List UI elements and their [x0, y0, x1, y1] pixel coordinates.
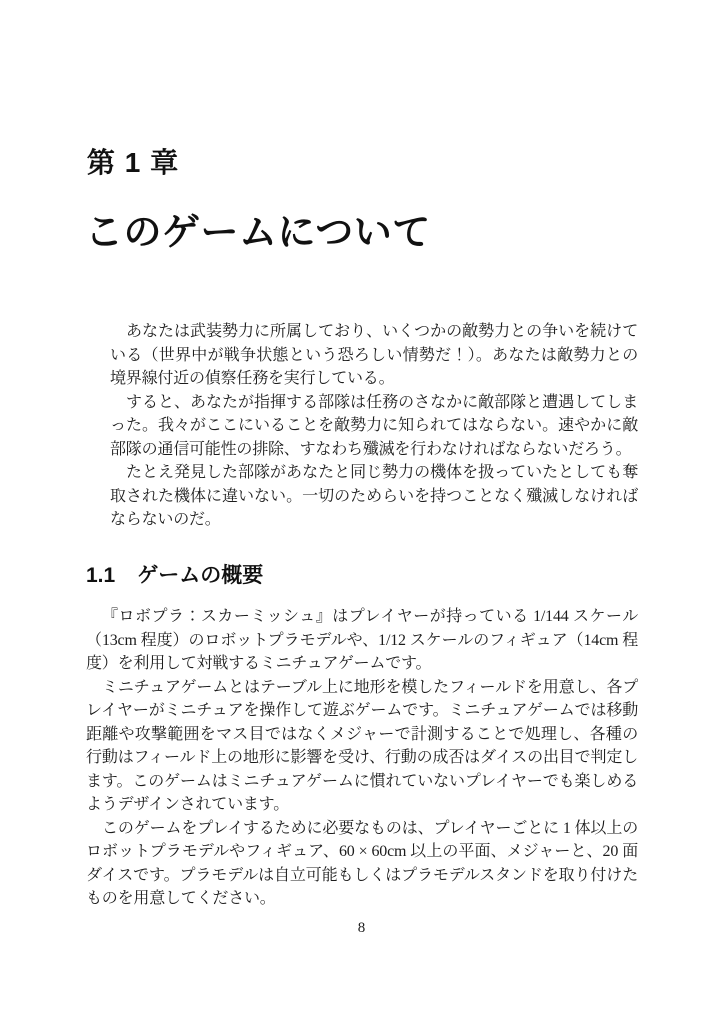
section-heading [86, 563, 263, 588]
section-paragraph-2: ミニチュアゲームとはテーブル上に地形を模したフィールドを用意し、各プレイヤーがミニチュアを操作して遊ぶゲームです。ミニチュアゲームでは移動距離や攻撃範囲をマス目ではなくメジャーで計測することで処理し、各種の行動はフィールド上の地形に影響を受け、行動の成否はダイスの出目で判定します。このゲームはミニチュアゲームに慣れていないプレイヤーでも楽しめるようデザインされています。 [86, 678, 638, 813]
intro-paragraph-2: すると、あなたが指揮する部隊は任務のさなかに敵部隊と遭遇してしまった。我々がここにいることを敵勢力に知られてはならない。速やかに敵部隊の通信可能性の排除、すなわち殲滅を行わなければならないだろう。 [110, 393, 638, 458]
page-number: 8 [357, 920, 366, 936]
chapter-number: 第 1 章 [87, 147, 180, 178]
chapter-title: このゲームについて [85, 212, 431, 254]
section-number: 1.1 [86, 564, 116, 587]
section-paragraph-1: 『ロボプラ：スカーミッシュ』はプレイヤーが持っている 1/144 スケール（13cm 程度）のロボットプラモデルや、1/12 スケールのフィギュア（14cm 程度）を利用して対戦するミニチュアゲームです。 [86, 608, 638, 672]
section-title: ゲームの概要 [137, 564, 264, 587]
section-body [86, 605, 638, 911]
chapter-intro [110, 320, 638, 532]
section-paragraph-3: このゲームをプレイするために必要なものは、プレイヤーごとに 1 体以上のロボットプラモデルやフィギュア、60 × 60cm 以上の平面、メジャーと、20 面ダイスです。プラモデルは自立可能もしくはプラモデルスタンドを取り付けたものを用意してください。 [86, 819, 638, 907]
intro-paragraph-1: あなたは武装勢力に所属しており、いくつかの敵勢力との争いを続けている（世界中が戦争状態という恐ろしい情勢だ！）。あなたは敵勢力との境界線付近の偵察任務を実行している。 [110, 323, 638, 387]
intro-paragraph-3: たとえ発見した部隊があなたと同じ勢力の機体を扱っていたとしても奪取された機体に違いない。一切のためらいを持つことなく殲滅しなければならないのだ。 [110, 464, 638, 528]
